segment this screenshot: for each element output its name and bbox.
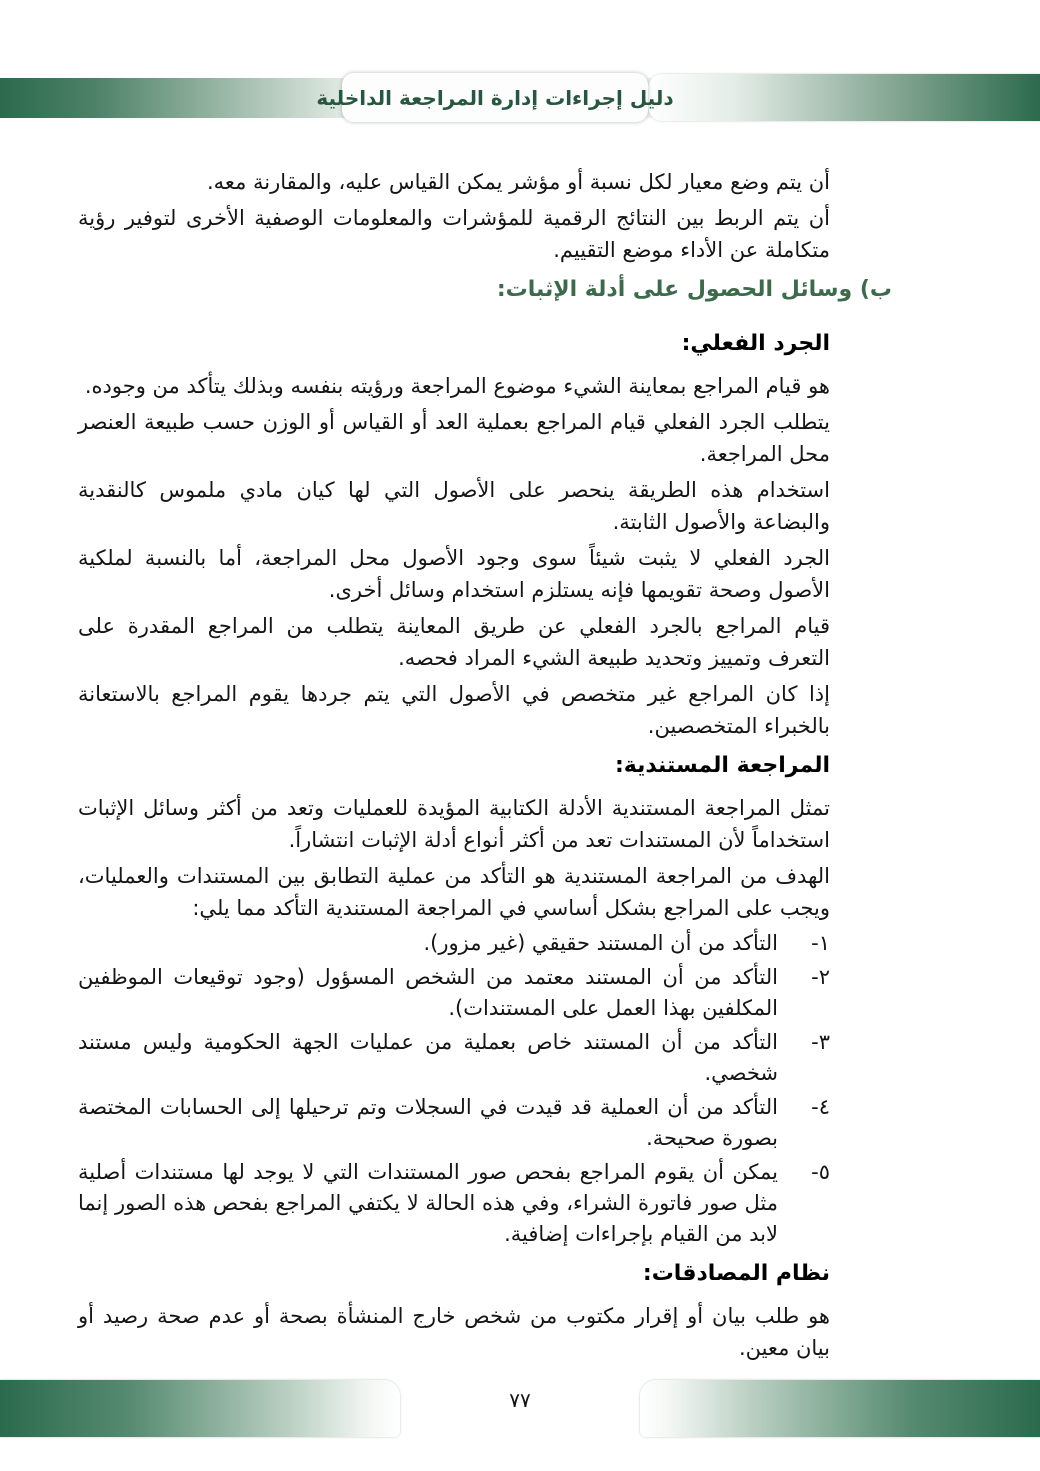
confirmations-heading: نظام المصادقات: <box>642 1261 830 1286</box>
physical-count-paragraph-4: الجرد الفعلي لا يثبت شيئاً سوى وجود الأصول محل المراجعة، أما بالنسبة لملكية الأصول وصحة تقويمها فإنه يستلزم استخدام وسائل أخرى. <box>78 546 830 602</box>
documentary-audit-heading: المراجعة المستندية: <box>614 753 830 778</box>
list-item-number: ٤- <box>811 1095 830 1119</box>
list-item-number: ٣- <box>811 1030 830 1054</box>
intro-paragraph-2: أن يتم الربط بين النتائج الرقمية للمؤشرات والمعلومات الوصفية الأخرى لتوفير رؤية متكاملة عن الأداء موضع التقييم. <box>78 206 830 262</box>
list-item <box>78 1092 830 1154</box>
list-item <box>78 1027 830 1089</box>
header-title-tab <box>316 73 674 122</box>
physical-count-paragraph-3: استخدام هذه الطريقة ينحصر على الأصول التي لها كيان مادي ملموس كالنقدية والبضاعة والأصول الثابتة. <box>78 478 830 534</box>
section-b-heading: ب) وسائل الحصول على أدلة الإثبات: <box>496 277 892 302</box>
physical-count-paragraph-2: يتطلب الجرد الفعلي قيام المراجع بعملية العد أو القياس أو الوزن حسب طبيعة العنصر محل المراجعة. <box>78 410 830 466</box>
list-item-text: التأكد من أن المستند حقيقي (غير مزور). <box>423 931 778 955</box>
list-item-number: ٥- <box>811 1160 830 1184</box>
document-title: دليل إجراءات إدارة المراجعة الداخلية <box>316 85 674 110</box>
list-item <box>78 1157 830 1250</box>
documentary-audit-checklist <box>78 928 830 1250</box>
list-item-text: يمكن أن يقوم المراجع بفحص صور المستندات التي لا يوجد لها مستندات أصلية مثل صور فاتورة الشراء، وفي هذه الحالة لا يكتفي المراجع بفحص هذه الصور إنما لابد من القيام بإجراءات إضافية. <box>78 1160 778 1246</box>
list-item <box>78 928 830 959</box>
physical-count-paragraph-5: قيام المراجع بالجرد الفعلي عن طريق المعاينة يتطلب من المراجع المقدرة على التعرف وتمييز وتحديد طبيعة الشيء المراد فحصه. <box>78 614 830 670</box>
list-item-text: التأكد من أن المستند معتمد من الشخص المسؤول (وجود توقيعات الموظفين المكلفين بهذا العمل على المستندات). <box>78 965 778 1020</box>
list-item-number: ٢- <box>811 965 830 989</box>
confirmations-paragraph-1: هو طلب بيان أو إقرار مكتوب من شخص خارج المنشأة بصحة أو عدم صحة رصيد أو بيان معين. <box>78 1304 830 1360</box>
list-item-text: التأكد من أن العملية قد قيدت في السجلات وتم ترحيلها إلى الحسابات المختصة بصورة صحيحة. <box>78 1095 778 1150</box>
list-item-number: ١- <box>811 931 830 955</box>
documentary-audit-paragraph-1: تمثل المراجعة المستندية الأدلة الكتابية المؤيدة للعمليات وتعد من أكثر وسائل الإثبات استخداماً لأن المستندات تعد من أكثر أنواع أدلة الإثبات انتشاراً. <box>78 796 830 852</box>
documentary-audit-paragraph-2: الهدف من المراجعة المستندية هو التأكد من عملية التطابق بين المستندات والعمليات، ويجب على المراجع بشكل أساسي في المراجعة المستندية التأكد مما يلي: <box>78 864 830 920</box>
physical-count-heading: الجرد الفعلي: <box>681 331 830 356</box>
header-right-tab <box>648 74 1040 121</box>
page-content <box>78 166 892 1368</box>
intro-paragraph-1: أن يتم وضع معيار لكل نسبة أو مؤشر يمكن القياس عليه، والمقارنة معه. <box>207 170 830 194</box>
page-number: ٧٧ <box>509 1388 531 1412</box>
physical-count-paragraph-6: إذا كان المراجع غير متخصص في الأصول التي يتم جردها يقوم المراجع بالاستعانة بالخبراء المتخصصين. <box>78 682 830 738</box>
list-item <box>78 962 830 1024</box>
physical-count-paragraph-1: هو قيام المراجع بمعاينة الشيء موضوع المراجعة ورؤيته بنفسه وبذلك يتأكد من وجوده. <box>84 374 830 398</box>
list-item-text: التأكد من أن المستند خاص بعملية من عمليات الجهة الحكومية وليس مستند شخصي. <box>78 1030 778 1085</box>
